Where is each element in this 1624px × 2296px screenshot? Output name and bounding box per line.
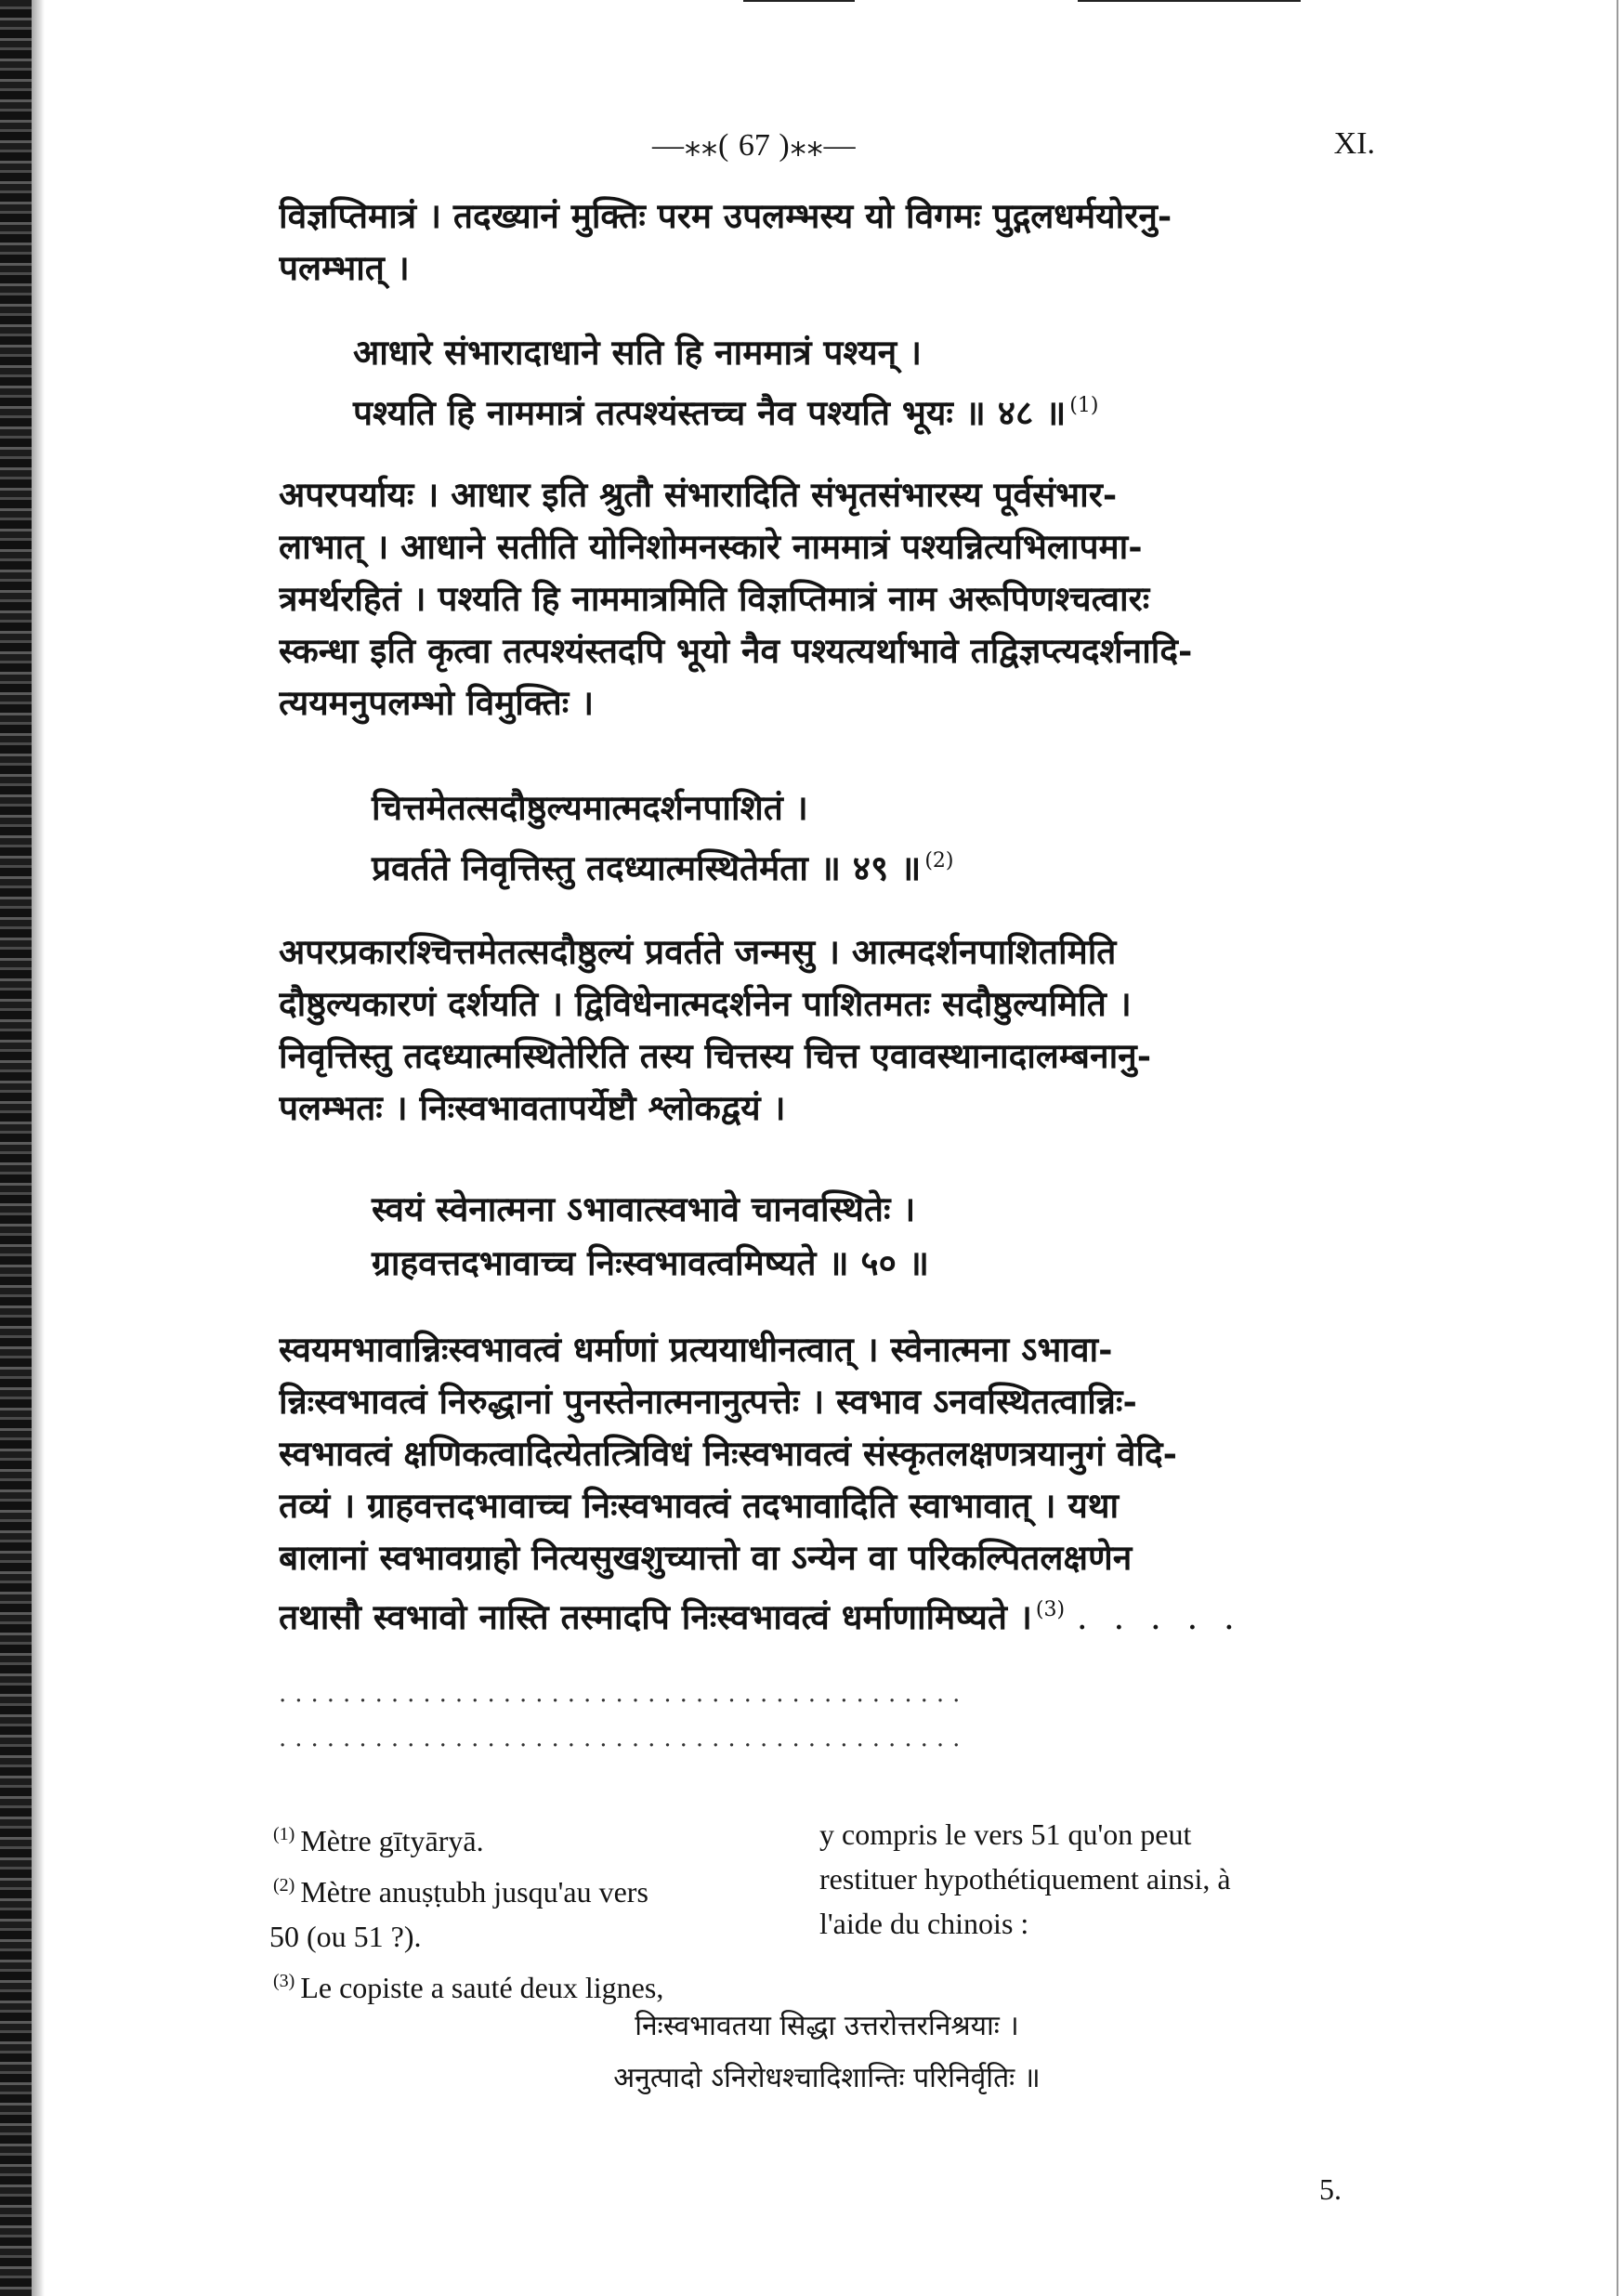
footnote-2	[269, 1863, 808, 1914]
footnote-number: (2)	[273, 1875, 295, 1896]
text-line: स्वभावत्वं क्षणिकत्वादित्येतत्त्रिविधं निःस्वभावत्वं संस्कृतलक्षणत्रयानुगं वेदि-	[279, 1433, 1177, 1474]
paragraph-2	[279, 468, 1366, 728]
verse-line	[353, 379, 1375, 440]
verse-line: ग्राहवत्तदभावाच्च निःस्वभावत्वमिष्यते ॥ ५० ॥	[372, 1242, 929, 1283]
text-line: त्ययमनुपलम्भो विमुक्तिः ।	[279, 682, 595, 723]
text-line: पलम्भतः । निःस्वभावतापर्येष्टौ श्लोकद्वयं ।	[279, 1087, 786, 1128]
verse-line-text: पश्यति हि नाममात्रं तत्पश्यंस्तच्च नैव पश्यति भूयः ॥ ४८ ॥	[353, 392, 1067, 433]
footnotes-left-column	[269, 1812, 808, 2010]
footnote-ref-3: (3)	[1035, 1598, 1066, 1621]
paragraph-1	[279, 190, 1366, 294]
footnote-2-cont	[269, 1914, 808, 1959]
footnote-text: 50 (ou 51 ?).	[269, 1920, 422, 1953]
text-line-last: तथासौ स्वभावो नास्ति तस्मादपि निःस्वभावत्वं धर्माणामिष्यते ।	[279, 1596, 1032, 1637]
verse-50	[372, 1182, 1394, 1290]
verse-line: स्वयं स्वेनात्मना ऽभावात्स्वभावे चानवस्थितेः ।	[372, 1188, 916, 1229]
text-line: स्वयमभावान्निःस्वभावत्वं धर्माणां प्रत्ययाधीनत्वात् । स्वेनात्मना ऽभावा-	[279, 1329, 1113, 1370]
top-rule-left	[743, 0, 855, 2]
footnote-ref-2: (2)	[924, 849, 954, 872]
verse-line: चित्तमेतत्सदौष्ठुल्यमात्मदर्शनपाशितं ।	[372, 787, 808, 828]
chapter-mark: XI.	[1333, 126, 1375, 161]
footnote-number: (1)	[273, 1824, 295, 1844]
text-line: त्रमर्थरहितं । पश्यति हि नाममात्रमिति विज्ञप्तिमात्रं नाम अरूपिणश्चत्वारः	[279, 578, 1150, 619]
text-line: पलम्भात् ।	[279, 247, 410, 288]
folio-signature: 5.	[1319, 2172, 1342, 2206]
verse-line: आधारे संभारादाधाने सति हि नाममात्रं पश्यन् ।	[353, 332, 923, 373]
footnote-ref-1: (1)	[1069, 394, 1099, 417]
ellipsis-line: ...........................................	[279, 1680, 969, 1708]
footnote-1	[269, 1812, 808, 1863]
text-line: दौष्ठुल्यकारणं दर्शयति । द्विविधेनात्मदर्शनेन पाशितमतः सदौष्ठुल्यमिति ।	[279, 983, 1132, 1024]
verse-48	[353, 325, 1375, 440]
footnote-number: (3)	[273, 1971, 295, 1991]
page-right-edge	[1617, 0, 1618, 2296]
top-rule-right	[1078, 0, 1301, 2]
text-line: स्कन्धा इति कृत्वा तत्पश्यंस्तदपि भूयो नैव पश्यत्यर्थाभावे तद्विज्ञप्त्यदर्शनादि-	[279, 630, 1193, 671]
text-line	[279, 1583, 1366, 1644]
footnote-3	[269, 1959, 808, 2010]
ellipsis-inline: . . . . .	[1076, 1597, 1242, 1637]
text-line: निवृत्तिस्तु तदध्यात्मस्थितेरिति तस्य चित्तस्य चित्त एवावस्थानादालम्बनानु-	[279, 1035, 1152, 1076]
footnote-3-cont: y compris le vers 51 qu'on peut	[819, 1817, 1192, 1851]
page-number: —⁎⁎( 67 )⁎⁎—	[652, 126, 857, 164]
footnote-text: Le copiste a sauté deux lignes,	[300, 1971, 664, 2004]
footnote-3-cont: l'aide du chinois :	[819, 1907, 1029, 1940]
text-line: बालानां स्वभावग्राहो नित्यसुखशुच्यात्तो वा ऽन्येन वा परिकल्पितलक्षणेन	[279, 1537, 1133, 1578]
footnotes-right-column	[819, 1812, 1340, 1946]
binding-edge	[0, 0, 32, 2296]
text-line: अपरप्रकारश्चित्तमेतत्सदौष्ठुल्यं प्रवर्तते जन्मसु । आत्मदर्शनपाशितमिति	[279, 931, 1117, 972]
text-line: तव्यं । ग्राहवत्तदभावाच्च निःस्वभावत्वं तदभावादिति स्वाभावात् । यथा	[279, 1485, 1120, 1526]
footnote-3-cont: restituer hypothétiquement ainsi, à	[819, 1862, 1231, 1896]
binding-shadow	[32, 0, 45, 2296]
text-line: अपरपर्यायः । आधार इति श्रुतौ संभारादिति संभृतसंभारस्य पूर्वसंभार-	[279, 474, 1118, 515]
paragraph-4	[279, 1323, 1366, 1644]
page-header	[279, 126, 1375, 164]
text-line: न्निःस्वभावत्वं निरुद्धानां पुनस्तेनात्मनानुत्पत्तेः । स्वभाव ऽनवस्थितत्वान्निः-	[279, 1381, 1137, 1422]
text-line: लाभात् । आधाने सतीति योनिशोमनस्कारे नाममात्रं पश्यन्नित्यभिलापमा-	[279, 526, 1143, 567]
text-line: विज्ञप्तिमात्रं । तदख्यानं मुक्तिः परम उपलम्भस्य यो विगमः पुद्गलधर्मयोरनु-	[279, 195, 1172, 236]
verse-49	[372, 781, 1394, 895]
footnote-verse-line: अनुत्पादो ऽनिरोधश्चादिशान्तिः परिनिर्वृतिः ॥	[613, 2062, 1041, 2094]
verse-line-text: प्रवर्तते निवृत्तिस्तु तदध्यात्मस्थितेर्मता ॥ ४९ ॥	[372, 847, 922, 888]
verse-line	[372, 834, 1394, 895]
paragraph-3	[279, 925, 1366, 1134]
footnote-text: Mètre anuṣṭubh jusqu'au vers	[300, 1875, 648, 1909]
ellipsis-line: ...........................................	[279, 1725, 969, 1752]
footnote-verse-line: निःस्वभावतया सिद्धा उत्तरोत्तरनिश्रयाः ।	[635, 2010, 1019, 2042]
footnote-text: Mètre gītyāryā.	[300, 1824, 484, 1857]
